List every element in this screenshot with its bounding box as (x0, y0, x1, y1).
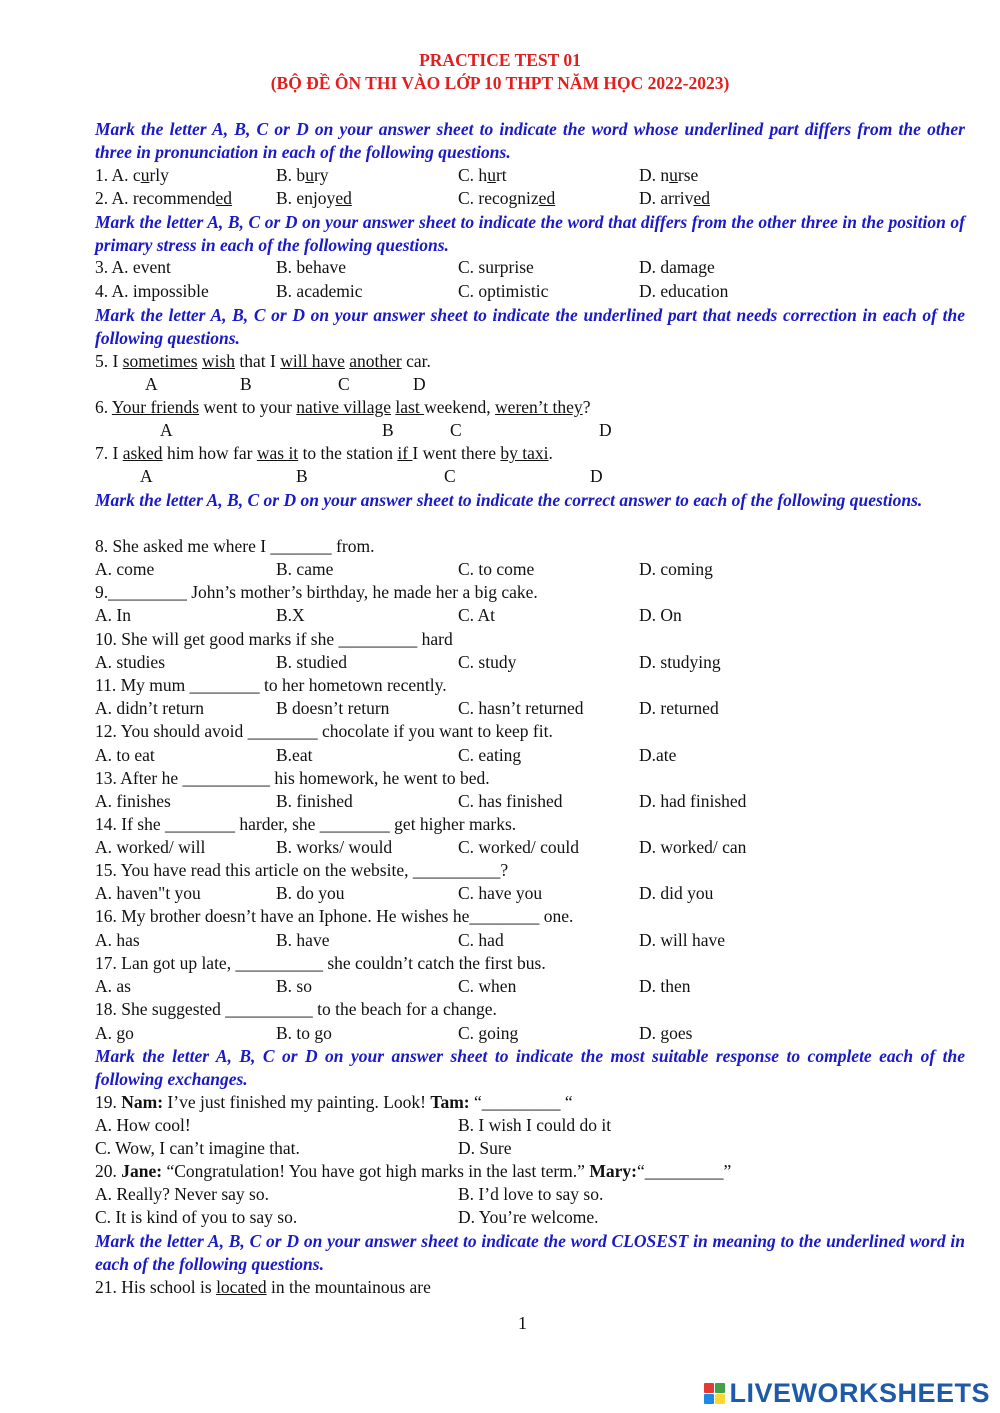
q2-option-b[interactable]: B. enjoyed (276, 188, 352, 208)
q20-option-a[interactable]: A. Really? Never say so. (95, 1184, 269, 1204)
instruction-correct-answer: Mark the letter A, B, C or D on your answer sheet to indicate the correct answer to each of the following questions. (95, 490, 923, 510)
q2-option-c[interactable]: C. recognized (458, 188, 556, 208)
q6-part-a[interactable]: Your friends (111, 397, 200, 417)
q6-label-a: A (160, 420, 173, 440)
q15-option-c[interactable]: C. have you (458, 883, 543, 903)
instruction-pronunciation: Mark the letter A, B, C or D on your answer sheet to indicate the word whose underlined part differs from the other three in pronunciation in each of the following questions. (95, 119, 965, 162)
q17-option-c[interactable]: C. when (458, 976, 517, 996)
q13-option-c[interactable]: C. has finished (458, 791, 563, 811)
q8-option-a[interactable]: A. come (95, 559, 155, 579)
q21-underlined-word: located (216, 1277, 267, 1297)
q7-label-d: D (590, 466, 603, 486)
q7-part-c[interactable]: if (397, 443, 413, 463)
q8-option-d[interactable]: D. coming (639, 559, 713, 579)
q6-sentence: 6. Your friends went to your native village last weekend, weren’t they? (95, 397, 591, 417)
q9-option-c[interactable]: C. At (458, 605, 495, 625)
q19-option-b[interactable]: B. I wish I could do it (458, 1115, 612, 1135)
q9-stem: 9._________ John’s mother’s birthday, he made her a big cake. (95, 582, 538, 602)
instruction-response: Mark the letter A, B, C or D on your answer sheet to indicate the most suitable response to complete each of the following exchanges. (95, 1046, 965, 1089)
q20-option-b[interactable]: B. I’d love to say so. (458, 1184, 604, 1204)
q10-option-a[interactable]: A. studies (95, 652, 165, 672)
q5-part-b[interactable]: wish (201, 351, 235, 371)
q12-stem: 12. You should avoid ________ chocolate if you want to keep fit. (95, 721, 553, 741)
instruction-synonym: Mark the letter A, B, C or D on your answer sheet to indicate the word CLOSEST in meaning to the underlined word in each of the following questions. (95, 1231, 965, 1274)
instruction-error-correction: Mark the letter A, B, C or D on your answer sheet to indicate the underlined part that needs correction in each of the following questions. (95, 305, 965, 348)
q18-option-a[interactable]: A. go (95, 1023, 134, 1043)
q12-option-b[interactable]: B.eat (276, 745, 313, 765)
q7-label-c: C (444, 466, 456, 486)
q1-option-a[interactable]: 1. A. curly (95, 165, 169, 185)
q7-part-a[interactable]: asked (122, 443, 163, 463)
q19-option-a[interactable]: A. How cool! (95, 1115, 191, 1135)
q5-part-c[interactable]: will have (280, 351, 345, 371)
q12-option-d[interactable]: D.ate (639, 745, 677, 765)
q15-option-a[interactable]: A. haven"t you (95, 883, 201, 903)
q11-option-d[interactable]: D. returned (639, 698, 719, 718)
q20-option-c[interactable]: C. It is kind of you to say so. (95, 1207, 298, 1227)
q18-option-c[interactable]: C. going (458, 1023, 519, 1043)
q15-stem: 15. You have read this article on the website, __________? (95, 860, 509, 880)
q17-option-d[interactable]: D. then (639, 976, 691, 996)
q2-option-d[interactable]: D. arrived (639, 188, 710, 208)
logo-text: LIVEWORKSHEETS (729, 1378, 990, 1408)
q6-part-b[interactable]: native village (296, 397, 392, 417)
q16-option-d[interactable]: D. will have (639, 930, 726, 950)
q5-label-a: A (145, 374, 158, 394)
q11-option-b[interactable]: B doesn’t return (276, 698, 390, 718)
q10-option-d[interactable]: D. studying (639, 652, 721, 672)
q10-option-c[interactable]: C. study (458, 652, 517, 672)
q3-option-b[interactable]: B. behave (276, 257, 346, 277)
q17-stem: 17. Lan got up late, __________ she couldn’t catch the first bus. (95, 953, 546, 973)
q9-option-b[interactable]: B.X (276, 605, 305, 625)
q5-part-a[interactable]: sometimes (122, 351, 198, 371)
q7-label-a: A (140, 466, 153, 486)
q16-option-b[interactable]: B. have (276, 930, 330, 950)
q6-part-c[interactable]: last (395, 397, 425, 417)
instruction-stress: Mark the letter A, B, C or D on your answer sheet to indicate the word that differs from the other three in the position of primary stress in each of the following questions. (95, 212, 965, 255)
q16-option-c[interactable]: C. had (458, 930, 504, 950)
q20-stem: 20. Jane: “Congratulation! You have got high marks in the last term.” Mary:“_________” (95, 1161, 732, 1181)
q16-option-a[interactable]: A. has (95, 930, 140, 950)
q1-option-d[interactable]: D. nurse (639, 165, 699, 185)
q1-option-b[interactable]: B. bury (276, 165, 329, 185)
q21-stem: 21. His school is located in the mountainous are (95, 1277, 431, 1297)
q5-sentence: 5. I sometimes wish that I will have another car. (95, 351, 431, 371)
q6-label-d: D (599, 420, 612, 440)
q17-option-b[interactable]: B. so (276, 976, 312, 996)
q3-option-c[interactable]: C. surprise (458, 257, 534, 277)
page-title: PRACTICE TEST 01 (419, 50, 581, 70)
q11-option-c[interactable]: C. hasn’t returned (458, 698, 584, 718)
q3-option-d[interactable]: D. damage (639, 257, 715, 277)
q4-option-a[interactable]: 4. A. impossible (95, 281, 209, 301)
q5-part-d[interactable]: another (349, 351, 402, 371)
q13-stem: 13. After he __________ his homework, he went to bed. (95, 768, 490, 788)
q18-option-d[interactable]: D. goes (639, 1023, 693, 1043)
q8-option-b[interactable]: B. came (276, 559, 334, 579)
q6-label-b: B (382, 420, 394, 440)
q12-option-c[interactable]: C. eating (458, 745, 522, 765)
q4-option-b[interactable]: B. academic (276, 281, 363, 301)
q10-stem: 10. She will get good marks if she _________ hard (95, 629, 453, 649)
q4-option-d[interactable]: D. education (639, 281, 729, 301)
q9-option-d[interactable]: D. On (639, 605, 682, 625)
q1-option-c[interactable]: C. hurt (458, 165, 507, 185)
q5-label-b: B (240, 374, 252, 394)
q5-label-c: C (338, 374, 350, 394)
q19-option-c[interactable]: C. Wow, I can’t imagine that. (95, 1138, 300, 1158)
q12-option-a[interactable]: A. to eat (95, 745, 155, 765)
q13-option-b[interactable]: B. finished (276, 791, 353, 811)
q18-stem: 18. She suggested __________ to the beach for a change. (95, 999, 497, 1019)
q3-option-a[interactable]: 3. A. event (95, 257, 171, 277)
q6-label-c: C (450, 420, 462, 440)
liveworksheets-logo (704, 1378, 990, 1409)
q14-option-d[interactable]: D. worked/ can (639, 837, 747, 857)
q8-option-c[interactable]: C. to come (458, 559, 535, 579)
page-number: 1 (518, 1313, 527, 1333)
q11-option-a[interactable]: A. didn’t return (95, 698, 205, 718)
page-subtitle: (BỘ ĐỀ ÔN THI VÀO LỚP 10 THPT NĂM HỌC 2022-2023) (270, 73, 730, 93)
q4-option-c[interactable]: C. optimistic (458, 281, 549, 301)
q7-part-b[interactable]: was it (256, 443, 299, 463)
q10-option-b[interactable]: B. studied (276, 652, 347, 672)
q15-option-d[interactable]: D. did you (639, 883, 714, 903)
q18-option-b[interactable]: B. to go (276, 1023, 332, 1043)
q7-sentence: 7. I asked him how far was it to the station if I went there by taxi. (95, 443, 553, 463)
q6-part-d[interactable]: weren’t they (495, 397, 583, 417)
q11-stem: 11. My mum ________ to her hometown recently. (95, 675, 447, 695)
q20-option-d[interactable]: D. You’re welcome. (458, 1207, 599, 1227)
q19-stem: 19. Nam: I’ve just finished my painting. Look! Tam: “_________ “ (95, 1092, 573, 1112)
q13-option-d[interactable]: D. had finished (639, 791, 747, 811)
q14-stem: 14. If she ________ harder, she ________ get higher marks. (95, 814, 517, 834)
q7-label-b: B (296, 466, 308, 486)
q2-option-a[interactable]: 2. A. recommended (95, 188, 233, 208)
q15-option-b[interactable]: B. do you (276, 883, 345, 903)
q14-option-a[interactable]: A. worked/ will (95, 837, 206, 857)
q8-stem: 8. She asked me where I _______ from. (95, 536, 375, 556)
q14-option-c[interactable]: C. worked/ could (458, 837, 580, 857)
q19-option-d[interactable]: D. Sure (458, 1138, 512, 1158)
q16-stem: 16. My brother doesn’t have an Iphone. He wishes he________ one. (95, 906, 574, 926)
q13-option-a[interactable]: A. finishes (95, 791, 171, 811)
q7-part-d[interactable]: by taxi (500, 443, 549, 463)
q5-label-d: D (413, 374, 426, 394)
q9-option-a[interactable]: A. In (95, 605, 131, 625)
q17-option-a[interactable]: A. as (95, 976, 131, 996)
q14-option-b[interactable]: B. works/ would (276, 837, 393, 857)
logo-icon (704, 1383, 725, 1404)
